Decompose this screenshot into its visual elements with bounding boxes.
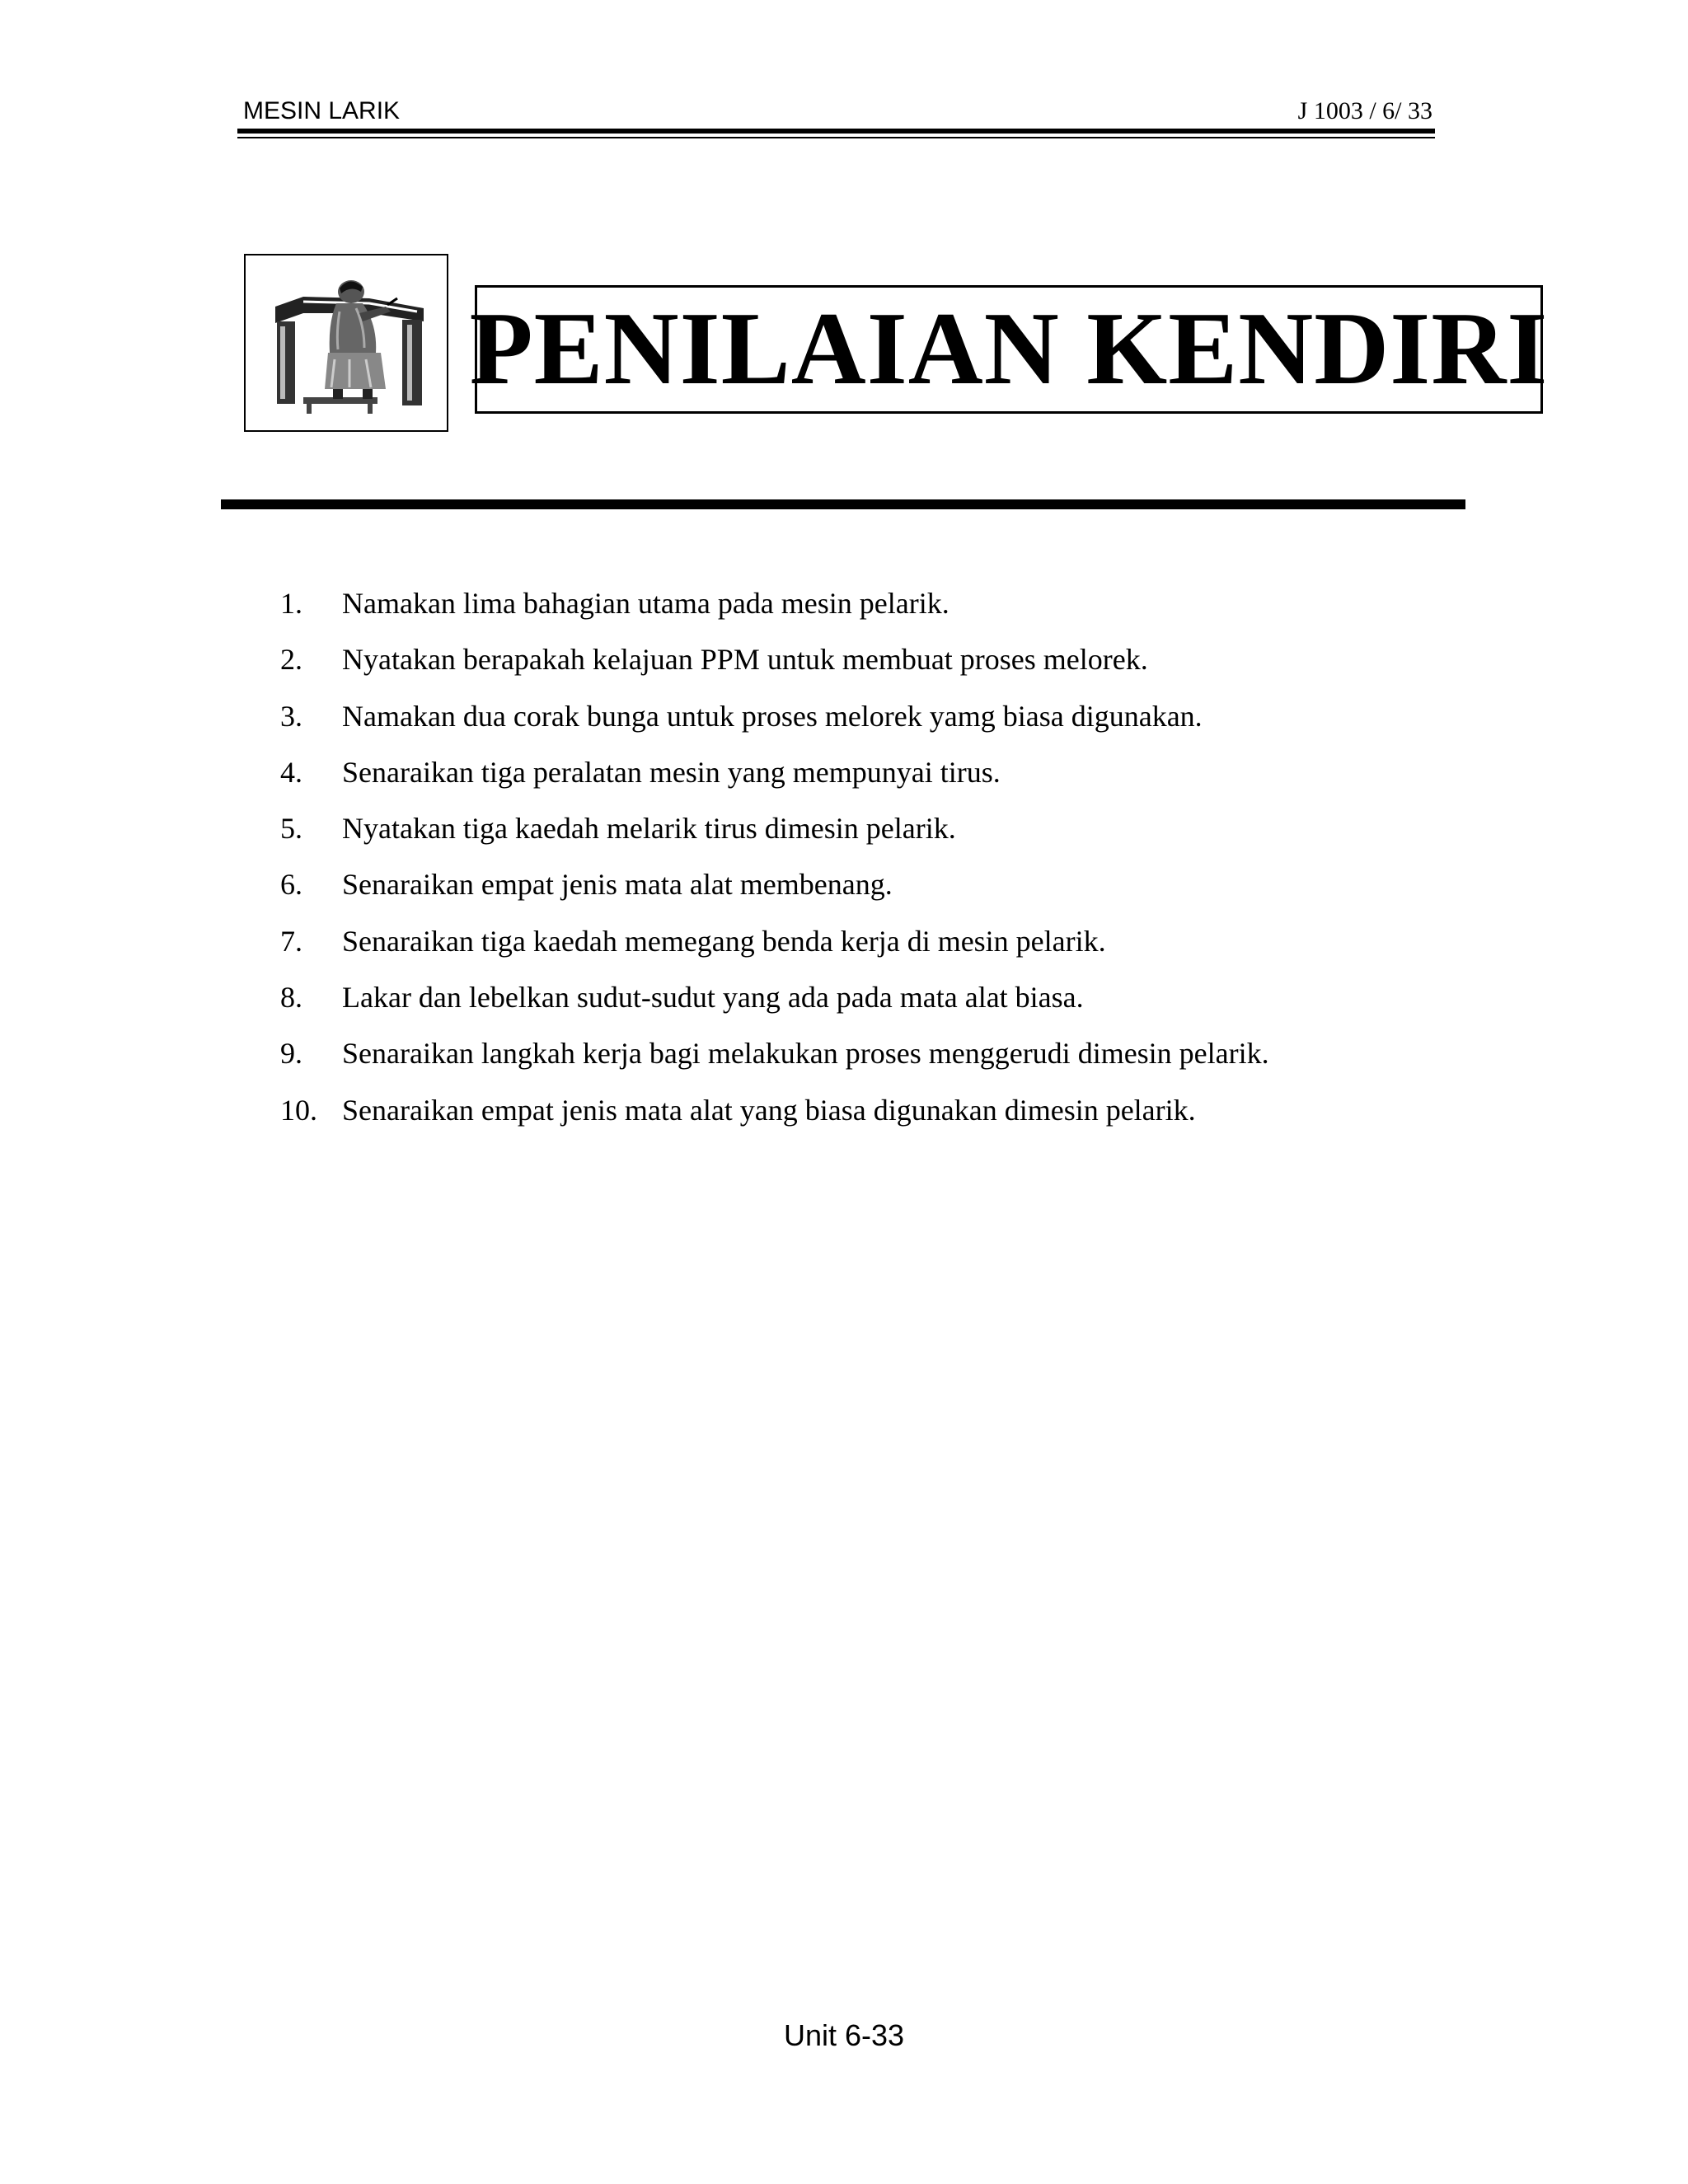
- question-number: 3.: [280, 699, 302, 733]
- question-number: 5.: [280, 812, 302, 846]
- page-title: PENILAIAN KENDIRI: [469, 292, 1549, 406]
- question-number: 1.: [280, 587, 302, 620]
- question-item: [280, 641, 1517, 697]
- question-item: [280, 1035, 1517, 1091]
- question-item: [280, 585, 1517, 641]
- question-item: [280, 810, 1517, 866]
- question-item: [280, 979, 1517, 1035]
- question-text: Senaraikan tiga peralatan mesin yang mempunyai tirus.: [342, 755, 1001, 789]
- header-rule-thin: [237, 137, 1435, 138]
- page-footer: Unit 6-33: [783, 2018, 905, 2052]
- question-text: Lakar dan lebelkan sudut-sudut yang ada pada mata alat biasa.: [342, 981, 1084, 1015]
- question-text: Namakan lima bahagian utama pada mesin pelarik.: [342, 587, 950, 620]
- question-text: Namakan dua corak bunga untuk proses melorek yamg biasa digunakan.: [342, 699, 1203, 733]
- icon-frame: [244, 254, 448, 432]
- question-number: 8.: [280, 981, 302, 1015]
- header-page-reference: J 1003 / 6/ 33: [1297, 97, 1432, 124]
- question-text: Senaraikan empat jenis mata alat membenang.: [342, 868, 893, 902]
- question-text: Senaraikan tiga kaedah memegang benda kerja di mesin pelarik.: [342, 924, 1106, 958]
- question-item: [280, 754, 1517, 810]
- question-number: 2.: [280, 643, 302, 677]
- question-text: Senaraikan langkah kerja bagi melakukan proses menggerudi dimesin pelarik.: [342, 1037, 1269, 1071]
- question-number: 4.: [280, 755, 302, 789]
- question-item: [280, 1092, 1517, 1148]
- question-item: [280, 923, 1517, 979]
- question-number: 7.: [280, 924, 302, 958]
- title-box: [469, 285, 1549, 414]
- header-rule-thick: [237, 129, 1435, 134]
- question-list: [280, 585, 1517, 1148]
- question-number: 6.: [280, 868, 302, 902]
- title-divider: [221, 499, 1465, 509]
- question-text: Nyatakan tiga kaedah melarik tirus dimesin pelarik.: [342, 812, 956, 846]
- writing-person-icon: [270, 274, 425, 415]
- question-text: Nyatakan berapakah kelajuan PPM untuk membuat proses melorek.: [342, 643, 1148, 677]
- question-item: [280, 698, 1517, 754]
- question-text: Senaraikan empat jenis mata alat yang biasa digunakan dimesin pelarik.: [342, 1093, 1196, 1127]
- question-number: 9.: [280, 1037, 302, 1071]
- question-number: 10.: [280, 1093, 317, 1127]
- question-item: [280, 866, 1517, 922]
- header-course-title: MESIN LARIK: [243, 97, 401, 124]
